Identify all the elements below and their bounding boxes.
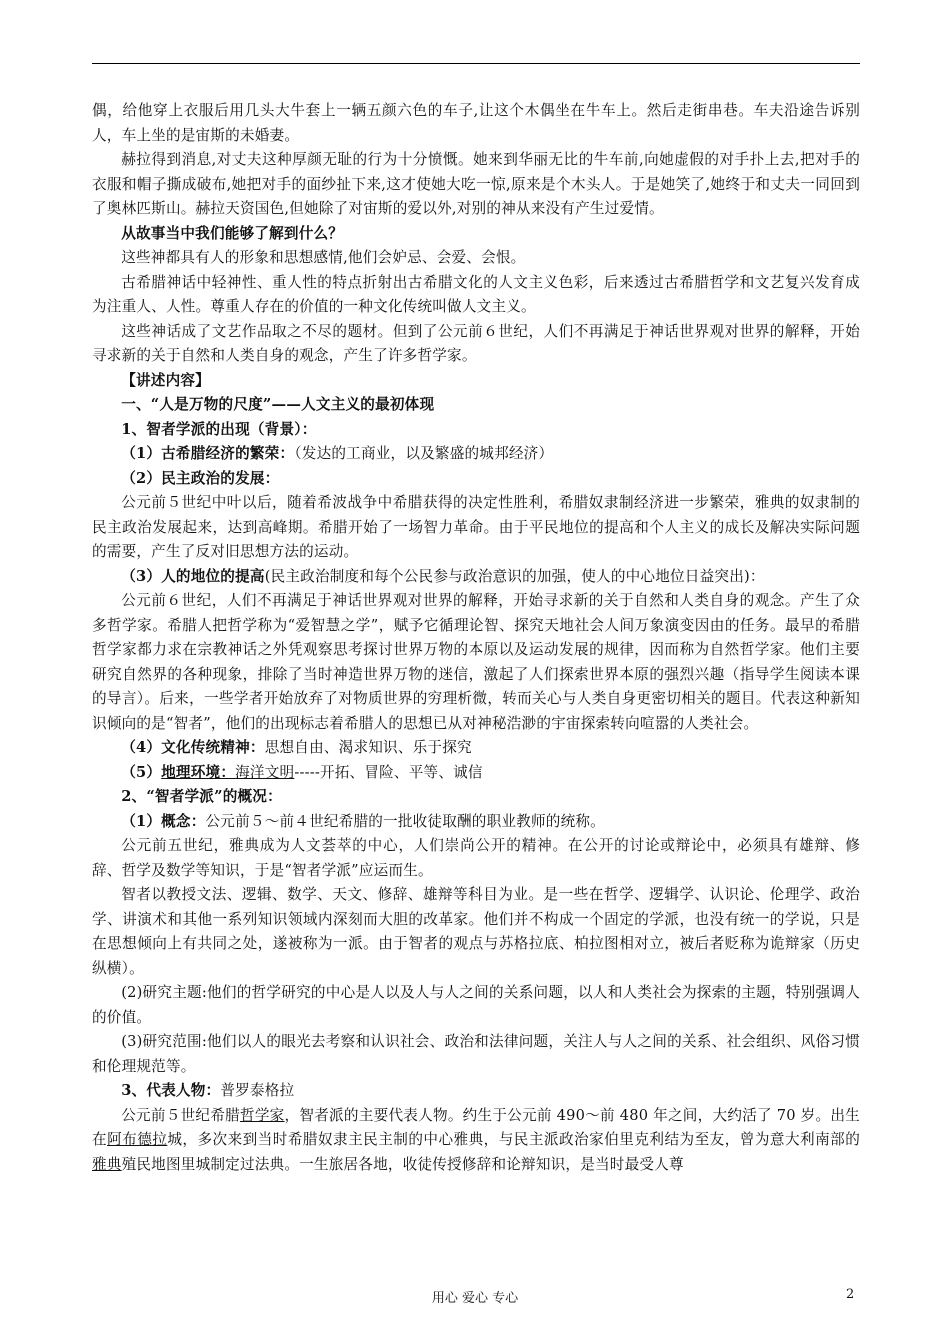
list-item xyxy=(92,736,860,761)
paragraph: 这些神都具有人的形象和思想感情,他们会妒忌、会爱、会恨。 xyxy=(121,249,526,266)
paragraph: (3)研究范围:他们以人的眼光去考察和认识社会、政治和法律问题，关注人与人之间的关系、社会组织、风俗习惯和伦理规范等。 xyxy=(92,1033,860,1075)
question-heading: 从故事当中我们能够了解到什么？ xyxy=(121,224,344,242)
list-item xyxy=(92,565,860,590)
document-body xyxy=(92,99,860,1177)
item-text: 思想自由、渴求知识、乐于探究 xyxy=(264,739,472,756)
item-text: -----开拓、冒险、平等、诚信 xyxy=(294,763,483,781)
paragraph: 公元前６世纪，人们不再满足于神话世界观对世界的解释，开始寻求新的关于自然和人类自身的观念。产生了众多哲学家。希腊人把哲学称为“爱智慧之学”，赋予它循理论智、探究天地社会人间万象演变因由的任务。最早的希腊哲学家都力求在宗教神话之外凭观察思考探讨世界万物的本原以及运动发展的规律，因而称为自然哲学家。他们主要研究自然界的各种现象，排除了当时神造世界万物的迷信，激起了人们探索世界本原的强烈兴趣（指导学生阅读本课的导言）。后来，一些学者开始放弃了对物质世界的穷理析微，转而关心与人类自身更密切相关的题目。代表这种新知识倾向的是“智者”，他们的出现标志着希腊人的思想已从对神秘浩渺的宇宙探索转向喧嚣的人类社会。 xyxy=(92,592,860,732)
list-item xyxy=(92,1079,860,1104)
link-athens[interactable]: 雅典 xyxy=(92,1155,122,1173)
item-title: 地理环境： xyxy=(161,763,236,781)
item-text: （发达的工商业，以及繁盛的城邦经济） xyxy=(294,445,554,462)
item-text: 公元前５～前４世纪希腊的一批收徒取酬的职业教师的统称。 xyxy=(205,812,605,830)
item-title: （1）古希腊经济的繁荣： xyxy=(121,445,295,462)
item-title: （3）人的地位的提高 xyxy=(121,567,265,585)
paragraph: 公元前５世纪中叶以后，随着希波战争中希腊获得的决定性胜利，希腊奴隶制经济进一步繁荣，雅典的奴隶制的民主政治发展起来，达到高峰期。希腊开始了一场智力革命。由于平民地位的提高和个人主义的成长及解决实际问题的需要，产生了反对旧思想方法的运动。 xyxy=(92,494,860,560)
subheading: 1、智者学派的出现（背景）： xyxy=(121,420,317,438)
list-item xyxy=(92,810,860,835)
text-run: 公元前５世纪希腊 xyxy=(121,1106,240,1124)
item-link: 海洋文明 xyxy=(235,763,295,781)
paragraph: 古希腊神话中轻神性、重人性的特点折射出古希腊文化的人文主义色彩，后来透过古希腊哲学和文艺复兴发育成为注重人、人性。尊重人存在的价值的一种文化传统叫做人文主义。 xyxy=(92,273,860,315)
list-item xyxy=(92,442,860,467)
item-title: 3、代表人物： xyxy=(121,1082,221,1099)
paragraph: (2)研究主题:他们的哲学研究的中心是人以及人与人之间的关系问题，以人和人类社会为探索的主题，特别强调人的价值。 xyxy=(92,984,860,1026)
subheading: 2、“智者学派”的概况： xyxy=(121,788,282,805)
paragraph: 公元前五世纪，雅典成为人文荟萃的中心，人们崇尚公开的精神。在公开的讨论或辩论中，必须具有雄辩、修辞、哲学及数学等知识，于是“智者学派”应运而生。 xyxy=(92,837,860,879)
paragraph: 偶，给他穿上衣服后用几头大牛套上一辆五颜六色的车子,让这个木偶坐在牛车上。然后走街串巷。车夫沿途告诉别人，车上坐的是宙斯的未婚妻。 xyxy=(92,102,860,144)
paragraph: 这些神话成了文艺作品取之不尽的题材。但到了公元前６世纪，人们不再满足于神话世界观对世界的解释，开始寻求新的关于自然和人类自身的观念，产生了许多哲学家。 xyxy=(92,322,860,364)
paragraph: 智者以教授文法、逻辑、数学、天文、修辞、雄辩等科目为业。是一些在哲学、逻辑学、认识论、伦理学、政治学、讲演术和其他一系列知识领域内深刻而大胆的改革家。他们并不构成一个固定的学派，也没有统一的学说，只是在思想倾向上有共同之处，遂被称为一派。由于智者的观点与苏格拉底、柏拉图相对立，被后者贬称为诡辩家（历史纵横）。 xyxy=(92,886,860,977)
link-philosopher[interactable]: 哲学家 xyxy=(239,1106,285,1124)
section-label: 【讲述内容】 xyxy=(121,371,210,389)
header-rule xyxy=(92,63,860,64)
list-item: （2）民主政治的发展： xyxy=(121,469,280,487)
section-heading: 一、“人是万物的尺度”——人文主义的最初体现 xyxy=(121,396,435,413)
paragraph: 赫拉得到消息,对丈夫这种厚颜无耻的行为十分愤慨。她来到华丽无比的牛车前,向她虚假的对手扑上去,把对手的衣服和帽子撕成破布,她把对手的面纱扯下来,这才使她大吃一惊,原来是个木头人。于是她笑了,她终于和丈夫一同回到了奥林匹斯山。赫拉天资国色,但她除了对宙斯的爱以外,对别的神从来没有产生过爱情。 xyxy=(92,151,860,217)
page-footer: 用心 爱心 专心 xyxy=(431,1291,519,1306)
text-run: ，智者派的主要代表人物。约生于公元前 490～前 480 年之间，大约活了 70 岁。出生在 xyxy=(92,1106,860,1148)
list-item xyxy=(92,761,860,786)
paragraph xyxy=(92,1104,860,1178)
item-text: (民主政治制度和每个公民参与政治意识的加强，使人的中心地位日益突出)： xyxy=(264,567,765,585)
page-number: 2 xyxy=(846,1287,855,1302)
text-run: 殖民地图里城制定过法典。一生旅居各地，收徒传授修辞和论辩知识，是当时最受人尊 xyxy=(121,1155,684,1173)
item-title: （4）文化传统精神： xyxy=(121,739,265,756)
text-run: 城，多次来到当时希腊奴隶主民主制的中心雅典，与民主派政治家伯里克利结为至友，曾为意大利南部的 xyxy=(167,1131,860,1148)
item-number: （5） xyxy=(121,763,162,781)
item-text: 普罗泰格拉 xyxy=(220,1082,295,1099)
link-abdera[interactable]: 阿布德拉 xyxy=(107,1131,168,1148)
item-title: （1）概念： xyxy=(121,812,206,830)
